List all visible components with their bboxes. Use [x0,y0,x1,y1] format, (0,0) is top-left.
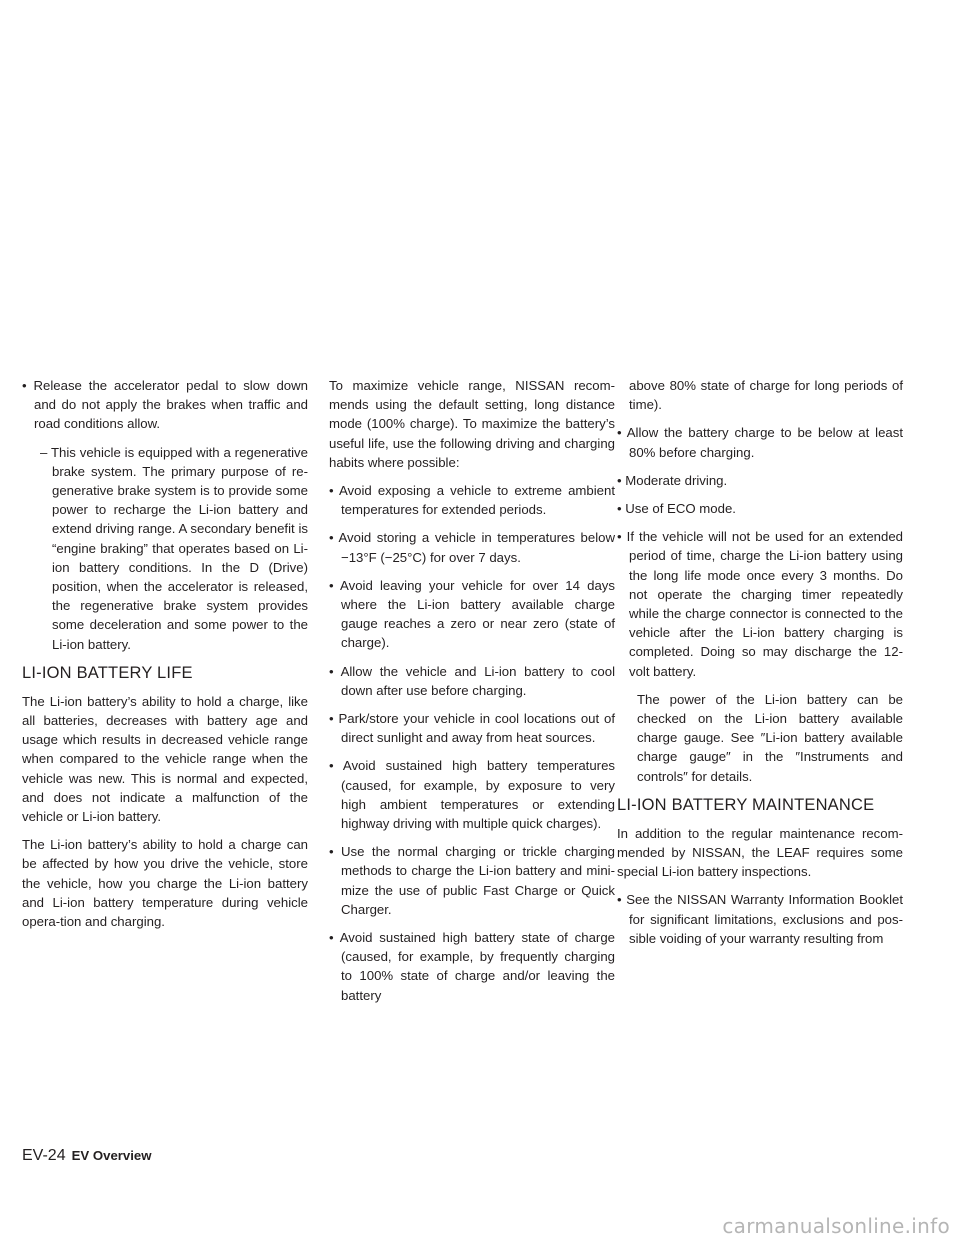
bullet-cool-down: • Allow the vehicle and Li-ion battery to cool down after use before charging. [329,663,615,698]
bullet-high-state-of-charge: • Avoid sustained high battery state of charge (caused, for example, by frequently charging to 100% state of charge and/or leaving the battery [329,930,615,1003]
bullet-eco-mode: • Use of ECO mode. [617,501,736,517]
bullet-high-temperatures: • Avoid sustained high battery temperatures (caused, for example, by exposure to very high ambient temperatures or extending highway driving with multiple quick charges). [329,758,615,832]
column-3 [617,376,903,957]
bullet-normal-charging: • Use the normal charging or trickle charging methods to charge the Li-ion battery and mini-mize the use of public Fast Charge or Quick Charger. [329,844,615,917]
heading-battery-life: LI-ION BATTERY LIFE [22,663,193,682]
bullet-moderate-driving: • Moderate driving. [617,472,728,488]
watermark: carmanualsonline.info [722,1213,950,1238]
bullet-park-store: • Park/store your vehicle in cool locations out of direct sunlight and away from heat sources. [329,711,615,746]
bullet-warranty-booklet: • See the NISSAN Warranty Information Booklet for significant limitations, exclusions and pos-sible voiding of your warranty resulting from [617,892,903,946]
bullet-below-80-percent: • Allow the battery charge to be below at least 80% before charging. [617,425,903,460]
note-battery-power: The power of the Li-ion battery can be checked on the Li-ion battery available charge gauge. See ″Li-ion battery available charge gauge″ in the ″Instruments and controls″ for details. [637,691,903,784]
paragraph-battery-life-1: The Li-ion battery’s ability to hold a charge, like all batteries, decreases with battery age and usage which results in decreased vehicle range when compared to the vehicle range when the vehicle was new. This is normal and expected, and does not indicate a malfunction of the vehicle or Li-ion battery. [22,693,308,825]
bullet-storing-temperatures: • Avoid storing a vehicle in temperatures below −13°F (−25°C) for over 7 days. [329,530,615,565]
bullet-leaving-vehicle: • Avoid leaving your vehicle for over 14 days where the Li-ion battery available charge gauge reaches a zero or near zero (state of charge). [329,577,615,651]
page-footer [22,1146,152,1165]
page-number: EV-24 [22,1147,66,1164]
column-2 [329,376,615,1014]
paragraph-maximize-range: To maximize vehicle range, NISSAN recom-mends using the default setting, long distance mode (100% charge). To maximize the battery’s useful life, use the following driving and charging habits where possible: [329,378,615,470]
bullet-extended-period: • If the vehicle will not be used for an extended period of time, charge the Li-ion battery using the long life mode once every 3 months. Do not operate the charging timer repeatedly while the charge connector is connected to the vehicle after the Li-ion battery charging is completed. Doing so may discharge the 12-volt battery. [617,529,903,679]
paragraph-battery-life-2: The Li-ion battery’s ability to hold a charge can be affected by how you drive the vehicle, store the vehicle, how you charge the Li-ion battery and Li-ion battery temperature during vehicle opera-tion and charging. [22,837,308,930]
paragraph-maintenance: In addition to the regular maintenance recom-mended by NISSAN, the LEAF requires some special Li-ion battery inspections. [617,825,903,880]
dash-regenerative-brake: – This vehicle is equipped with a regenerative brake system. The primary purpose of re-generative brake system is to provide some power to recharge the Li-ion battery and extend driving range. A secondary benefit is “engine braking” that operates based on Li-ion battery conditions. In the D (Drive) position, when the accelerator is released, the regenerative brake system provides some deceleration and some power to the Li-ion battery. [40,444,308,652]
bullet-release-accelerator: • Release the accelerator pedal to slow down and do not apply the brakes when traffic and road conditions allow. [22,378,308,432]
continued-text: above 80% state of charge for long periods of time). [629,378,903,413]
bullet-extreme-temperatures: • Avoid exposing a vehicle to extreme ambient temperatures for extended periods. [329,483,615,518]
column-1 [22,376,308,940]
heading-battery-maintenance: LI-ION BATTERY MAINTENANCE [617,795,875,814]
section-title: EV Overview [71,1148,152,1163]
